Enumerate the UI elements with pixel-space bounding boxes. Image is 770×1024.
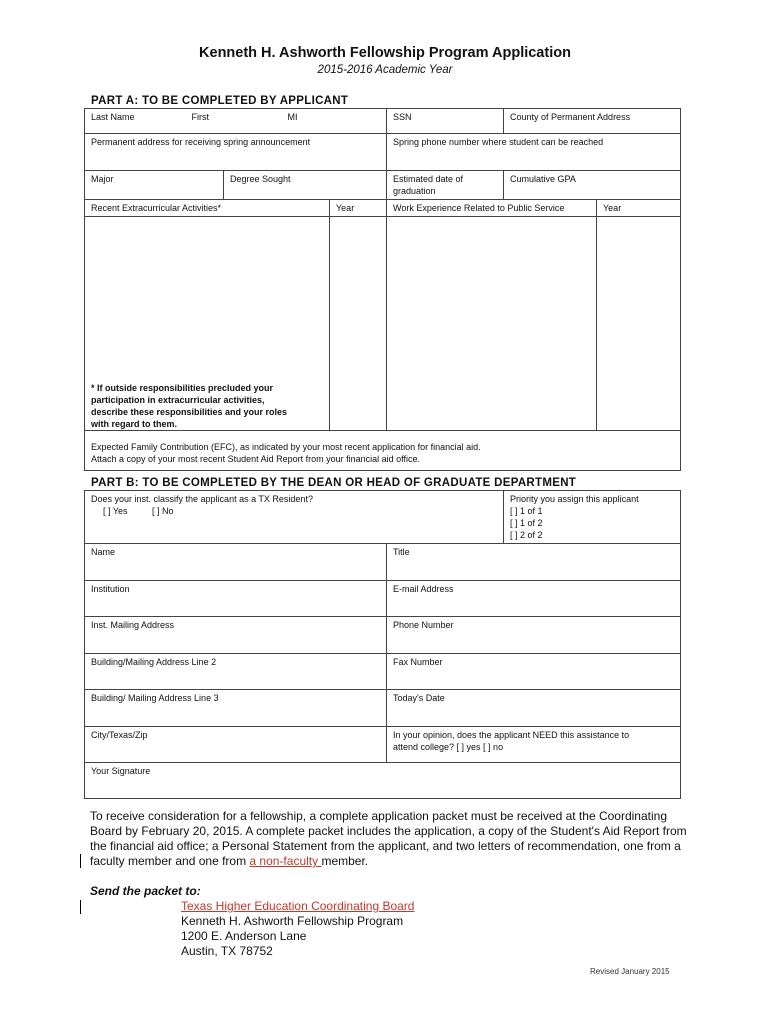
address-line-3-label: Building/ Mailing Address Line 3: [91, 693, 219, 703]
grad-date-cell[interactable]: [387, 171, 504, 200]
priority-1-of-2[interactable]: [ ] 1 of 2: [510, 518, 543, 528]
priority-2-of-2[interactable]: [ ] 2 of 2: [510, 530, 543, 540]
resident-no[interactable]: [ ] No: [152, 506, 174, 516]
mi-label: MI: [287, 112, 298, 122]
title-label: Title: [393, 547, 410, 557]
city-field[interactable]: [85, 727, 387, 763]
ssn-cell[interactable]: [387, 109, 504, 134]
priority-label: Priority you assign this applicant: [510, 494, 639, 504]
academic-year: 2015-2016 Academic Year: [317, 64, 453, 76]
name-cell[interactable]: [85, 109, 387, 134]
email-field[interactable]: [387, 581, 681, 617]
activities-year-label: Year: [336, 203, 355, 213]
work-label: Work Experience Related to Public Service: [393, 203, 565, 213]
para-line-4-start: faculty member and one from: [90, 854, 250, 868]
today-date-label: Today's Date: [393, 693, 445, 703]
change-bar: [80, 854, 81, 868]
note-line-3: describe these responsibilities and your roles: [91, 407, 288, 417]
efc-cell[interactable]: [85, 431, 681, 471]
part-a-heading: PART A: TO BE COMPLETED BY APPLICANT: [91, 95, 349, 107]
last-name-label: Last Name: [91, 112, 135, 122]
need-question-2[interactable]: attend college? [ ] yes [ ] no: [393, 742, 504, 752]
gpa-label: Cumulative GPA: [510, 174, 576, 184]
resident-question: Does your inst. classify the applicant as a TX Resident?: [91, 494, 313, 504]
county-label: County of Permanent Address: [510, 112, 631, 122]
city-label: City/Texas/Zip: [91, 730, 148, 740]
county-cell[interactable]: [504, 109, 681, 134]
address-line-2-field[interactable]: [85, 654, 387, 690]
spring-phone-label: Spring phone number where student can be reached: [393, 137, 604, 147]
major-label: Major: [91, 174, 114, 184]
activities-label: Recent Extracurricular Activities*: [91, 203, 222, 213]
address-org[interactable]: Texas Higher Education Coordinating Board: [181, 899, 415, 913]
activities-year-area[interactable]: [330, 217, 387, 431]
activities-header: [85, 200, 330, 217]
title-field[interactable]: [387, 544, 681, 581]
efc-line-2: Attach a copy of your most recent Student Aid Report from your financial aid office.: [91, 454, 421, 464]
para-line-4: [90, 854, 730, 869]
address-street: 1200 E. Anderson Lane: [181, 929, 307, 943]
perm-address-cell[interactable]: [85, 134, 387, 171]
major-cell[interactable]: [85, 171, 224, 200]
degree-cell[interactable]: [224, 171, 387, 200]
part-a-table: [84, 108, 681, 471]
today-date-field[interactable]: [387, 690, 681, 727]
efc-line-1: Expected Family Contribution (EFC), as indicated by your most recent application for financial aid.: [91, 442, 481, 452]
resident-cell[interactable]: [85, 491, 504, 544]
part-b-heading: PART B: TO BE COMPLETED BY THE DEAN OR HEAD OF GRADUATE DEPARTMENT: [91, 477, 577, 489]
signature-label: Your Signature: [91, 766, 151, 776]
activities-year-header: [330, 200, 387, 217]
fax-label: Fax Number: [393, 657, 443, 667]
phone-field[interactable]: [387, 617, 681, 654]
need-question-1: In your opinion, does the applicant NEED this assistance to: [393, 730, 630, 740]
name-field[interactable]: [85, 544, 387, 581]
fax-field[interactable]: [387, 654, 681, 690]
work-area[interactable]: [387, 217, 597, 431]
address-program: Kenneth H. Ashworth Fellowship Program: [181, 914, 404, 928]
form-title: Kenneth H. Ashworth Fellowship Program Application: [199, 45, 571, 61]
need-field[interactable]: [387, 727, 681, 763]
spring-phone-cell[interactable]: [387, 134, 681, 171]
ssn-label: SSN: [393, 112, 412, 122]
para-line-1: To receive consideration for a fellowship, a complete application packet must be received at the Coordinating: [90, 809, 667, 823]
email-label: E-mail Address: [393, 584, 454, 594]
tracked-change-link[interactable]: a non-faculty: [249, 854, 322, 868]
resident-yes[interactable]: [ ] Yes: [103, 506, 128, 516]
instructions-paragraph: [90, 809, 730, 869]
para-line-3: the financial aid office; a Personal Statement from the applicant, and two letters of recommendation, one from a: [90, 839, 681, 853]
part-b-table: [84, 490, 681, 799]
para-line-2: Board by February 20, 2015. A complete packet includes the application, a copy of the Student's Aid Report from: [90, 824, 687, 838]
address-line-3-field[interactable]: [85, 690, 387, 727]
para-line-4-end: member.: [321, 854, 369, 868]
activities-area[interactable]: [85, 217, 330, 431]
note-line-1: * If outside responsibilities precluded your: [91, 383, 274, 393]
gpa-cell[interactable]: [504, 171, 681, 200]
institution-field[interactable]: [85, 581, 387, 617]
grad-date-label: Estimated date of graduation: [393, 174, 464, 196]
name-label: Name: [91, 547, 116, 557]
note-line-4: with regard to them.: [91, 419, 178, 429]
mailing-field[interactable]: [85, 617, 387, 654]
degree-label: Degree Sought: [230, 174, 291, 184]
activities-note: [91, 382, 327, 430]
work-year-label: Year: [603, 203, 622, 213]
revised-date: Revised January 2015: [590, 967, 670, 976]
change-bar-2: [80, 900, 81, 914]
priority-1-of-1[interactable]: [ ] 1 of 1: [510, 506, 543, 516]
address-line-2-label: Building/Mailing Address Line 2: [91, 657, 217, 667]
first-name-label: First: [191, 112, 209, 122]
phone-label: Phone Number: [393, 620, 454, 630]
send-label: Send the packet to:: [90, 884, 201, 898]
address-city: Austin, TX 78752: [181, 944, 273, 958]
institution-label: Institution: [91, 584, 130, 594]
note-line-2: participation in extracurricular activities,: [91, 395, 265, 405]
work-header: [387, 200, 597, 217]
mailing-label: Inst. Mailing Address: [91, 620, 175, 630]
work-year-header: [597, 200, 681, 217]
priority-cell[interactable]: [504, 491, 681, 544]
perm-address-label: Permanent address for receiving spring announcement: [91, 137, 311, 147]
work-year-area[interactable]: [597, 217, 681, 431]
signature-field[interactable]: [85, 763, 681, 799]
